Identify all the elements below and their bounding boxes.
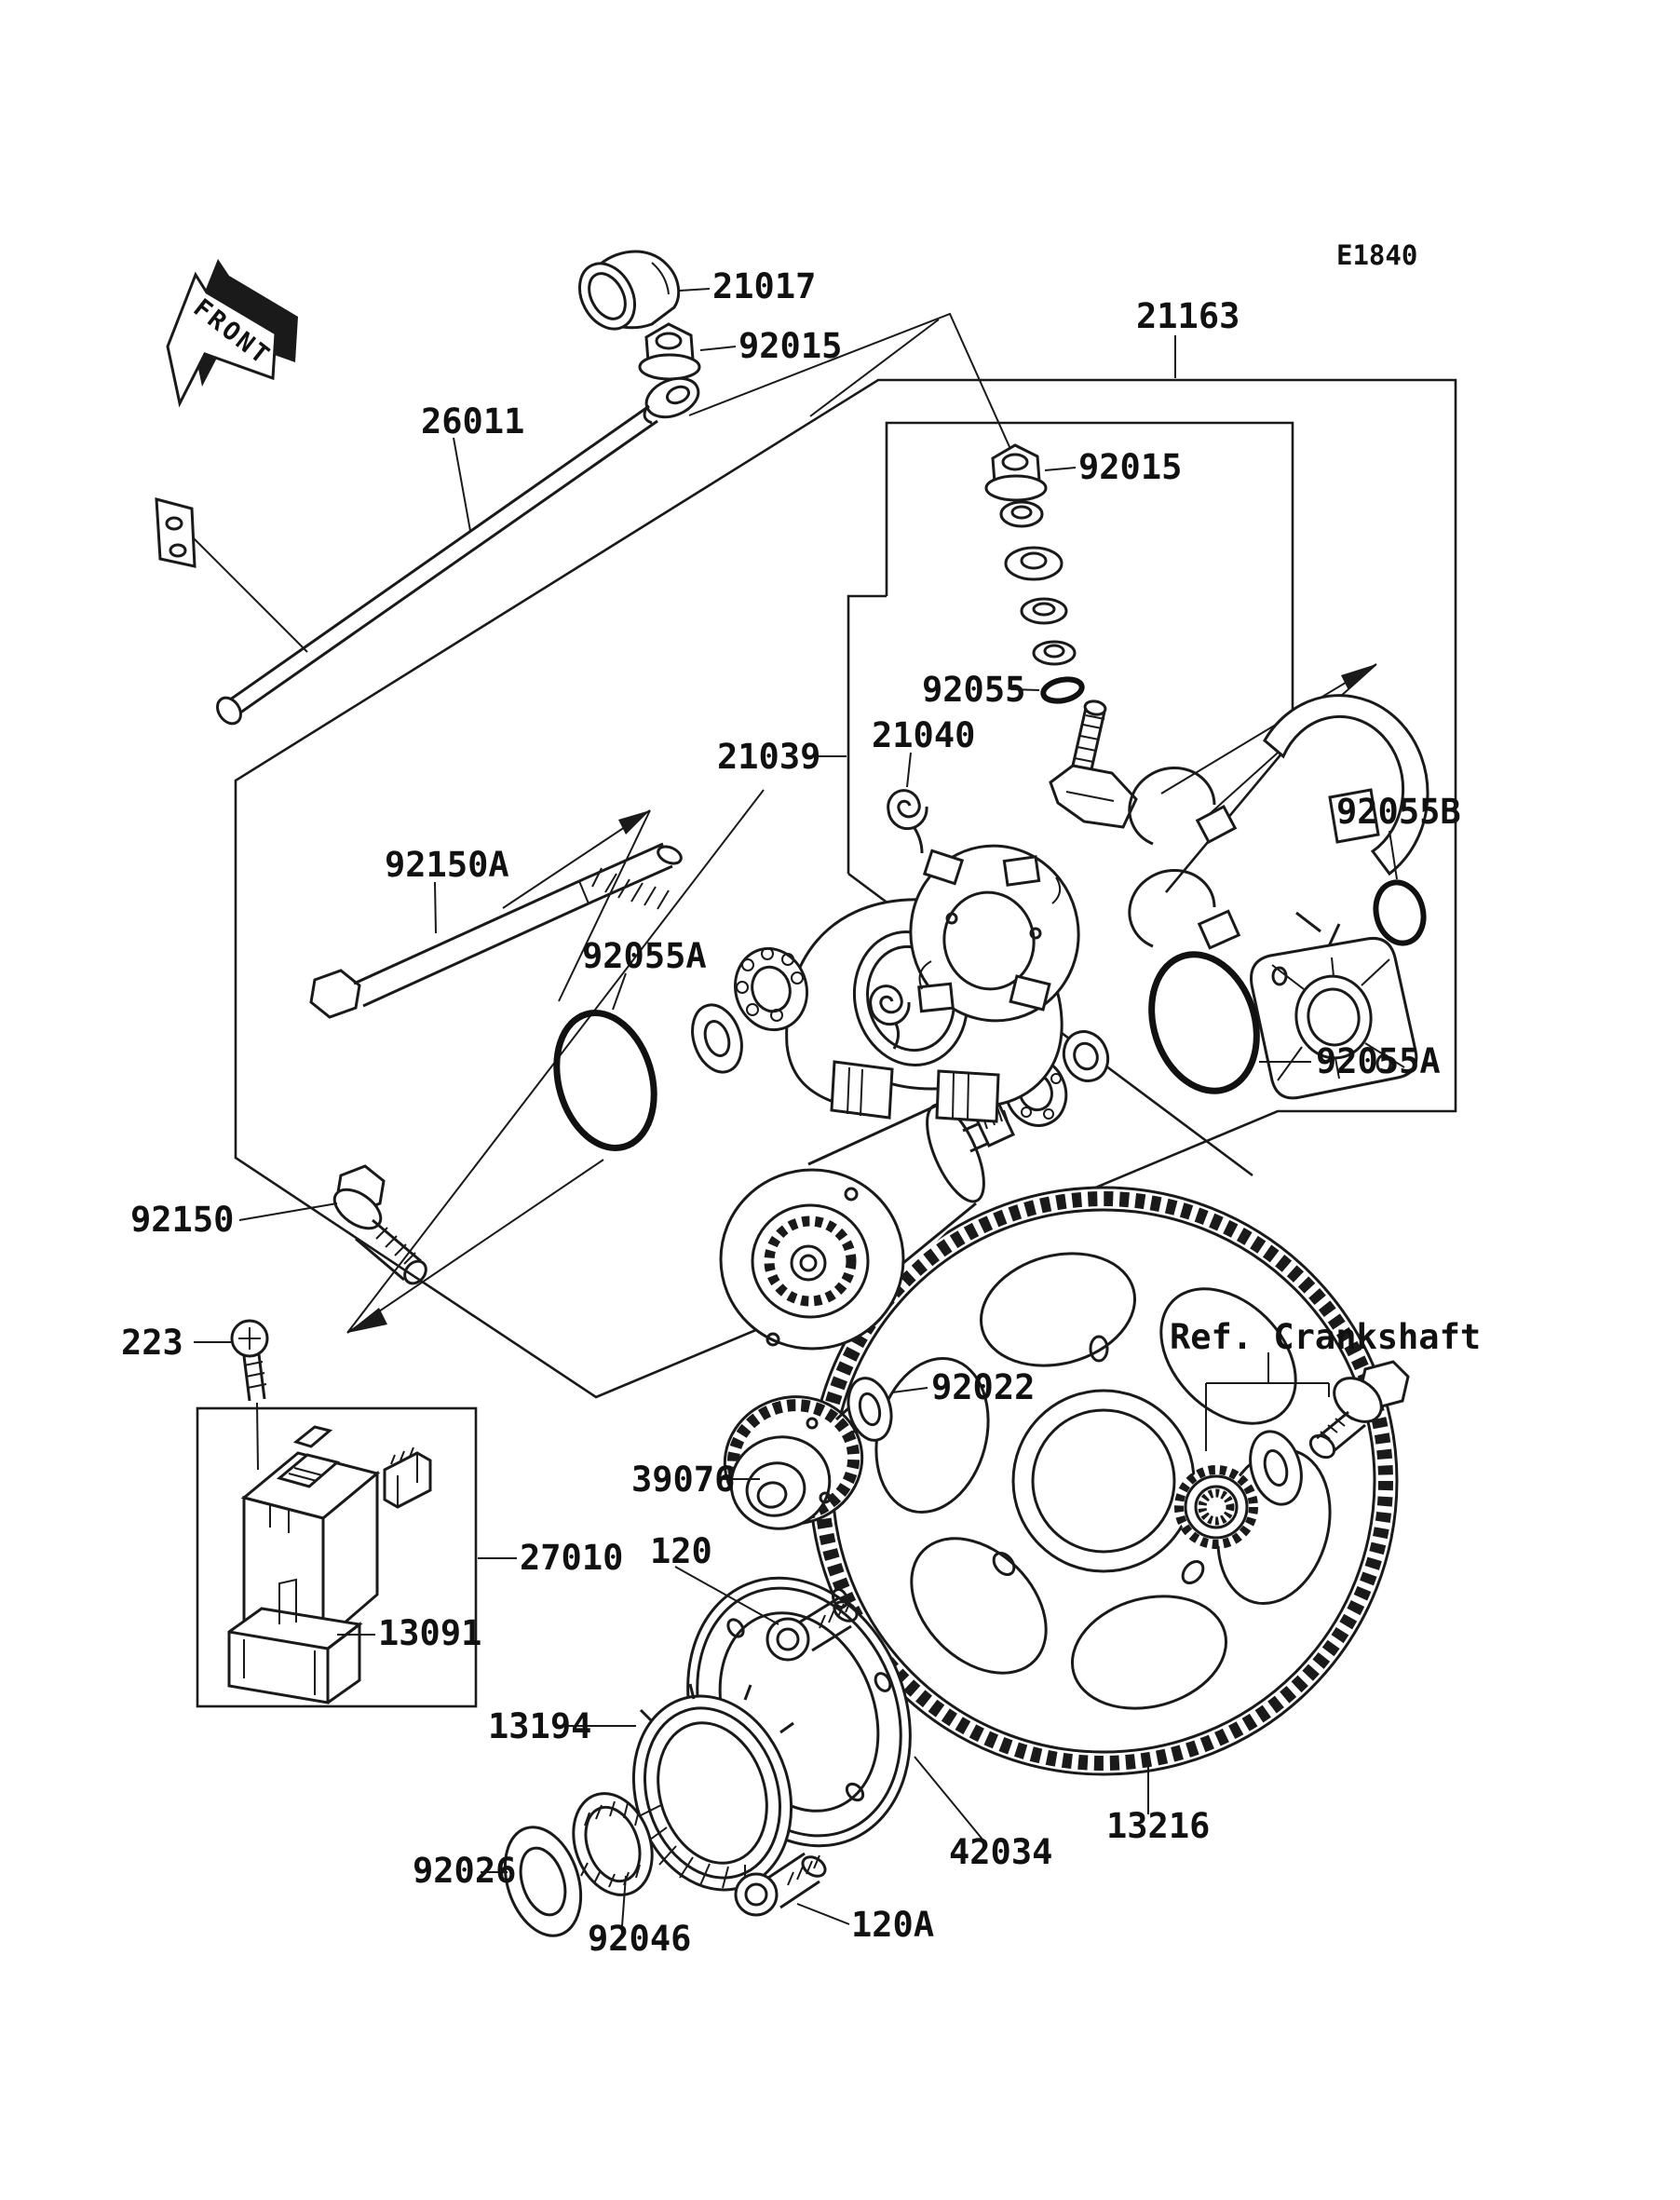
part-label-92055A-left: 92055A <box>582 936 707 976</box>
brush-wire-arcs <box>1130 767 1239 947</box>
part-label-120: 120 <box>650 1531 712 1571</box>
part-label-92055A-right: 92055A <box>1316 1041 1441 1081</box>
relay-fuse <box>385 1447 430 1507</box>
o-ring-92055A-left <box>542 1001 670 1160</box>
part-label-92150: 92150 <box>130 1200 235 1240</box>
flange-bolt-92150 <box>328 1166 430 1287</box>
terminal-cap-21017 <box>569 251 679 338</box>
part-label-27010: 27010 <box>520 1538 624 1578</box>
part-label-42034: 42034 <box>949 1832 1053 1872</box>
part-label-13091: 13091 <box>378 1613 482 1653</box>
o-ring-92055 <box>1041 676 1084 704</box>
part-label-92015-b: 92015 <box>1078 447 1183 487</box>
part-label-223: 223 <box>121 1323 183 1363</box>
part-label-21163: 21163 <box>1136 296 1240 336</box>
front-marker-label: FRONT <box>187 293 277 372</box>
cable-routing-lines <box>689 314 1010 449</box>
o-ring-92055A-right <box>1134 941 1273 1105</box>
part-label-13194: 13194 <box>488 1706 592 1746</box>
part-label-39076: 39076 <box>631 1460 736 1500</box>
part-label-92055: 92055 <box>922 670 1026 710</box>
part-label-92015-a: 92015 <box>738 326 843 366</box>
brush-spring-21040 <box>888 791 927 853</box>
shim-washer-left <box>684 998 750 1079</box>
part-label-21039: 21039 <box>717 737 821 777</box>
part-label-92055B: 92055B <box>1336 792 1461 832</box>
reference-label-crankshaft: Ref. Crankshaft <box>1170 1317 1482 1357</box>
part-label-92150A: 92150A <box>385 845 509 885</box>
part-label-92022: 92022 <box>931 1367 1036 1407</box>
part-label-21040: 21040 <box>872 715 976 755</box>
part-label-13216: 13216 <box>1106 1806 1211 1846</box>
part-label-92046: 92046 <box>588 1919 692 1959</box>
terminal-nut-92015-1 <box>640 324 699 379</box>
terminal-washer-stack <box>1001 502 1075 664</box>
front-direction-marker <box>168 259 298 403</box>
part-label-92026: 92026 <box>413 1851 517 1891</box>
brush-holder-plate-21039 <box>897 833 1092 1034</box>
sheet-code: E1840 <box>1336 239 1418 271</box>
pan-screw-223 <box>232 1321 267 1470</box>
part-label-120A: 120A <box>851 1905 935 1945</box>
part-label-21017: 21017 <box>712 266 817 306</box>
terminal-nut-92015-2 <box>986 445 1046 500</box>
terminal-stud <box>1050 699 1136 827</box>
part-label-26011: 26011 <box>421 401 525 441</box>
